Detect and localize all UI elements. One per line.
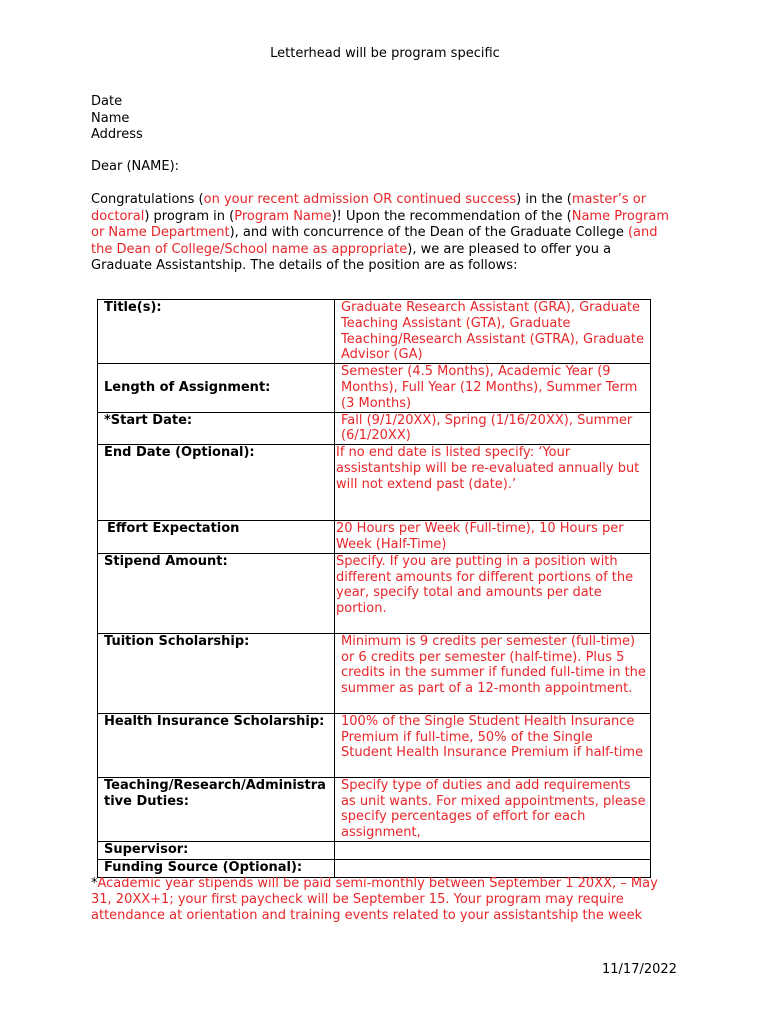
address-block <box>91 94 143 144</box>
intro-text: )! Upon the recommendation of the ( <box>331 208 572 224</box>
table-row <box>98 445 651 521</box>
table-row <box>98 713 651 777</box>
row-label-tuition: Tuition Scholarship: <box>98 633 335 713</box>
footnote <box>91 876 681 924</box>
letterhead-note: Letterhead will be program specific <box>270 46 500 61</box>
footer-date: 11/17/2022 <box>602 962 677 977</box>
address-line-date: Date <box>91 94 123 109</box>
row-label-supervisor: Supervisor: <box>98 841 335 859</box>
salutation: Dear (NAME): <box>91 159 180 174</box>
intro-text: ) program in ( <box>144 208 235 224</box>
row-label-end-date: End Date (Optional): <box>98 445 335 521</box>
intro-paragraph <box>91 192 671 275</box>
table-row <box>98 300 651 364</box>
row-value-stipend: Specify. If you are putting in a position with different amounts for different portions of the year, specify total and amounts per date portion. <box>335 553 651 633</box>
row-value-tuition: Minimum is 9 credits per semester (full-time) or 6 credits per semester (half-time). Plus 5 credits in the summer if funded full-time in the summer as part of a 12-month appointment. <box>335 633 651 713</box>
table-row <box>98 633 651 713</box>
table-row <box>98 841 651 859</box>
row-value-effort: 20 Hours per Week (Full-time), 10 Hours per Week (Half-Time) <box>335 521 651 554</box>
intro-placeholder: master’s or doctoral <box>91 192 647 224</box>
intro-placeholder: Program Name <box>234 208 332 224</box>
row-value-titles: Graduate Research Assistant (GRA), Graduate Teaching Assistant (GTA), Graduate Teaching/Research Assistant (GTRA), Graduate Advisor (GA) <box>335 300 651 364</box>
row-value-health: 100% of the Single Student Health Insurance Premium if full-time, 50% of the Single Student Health Insurance Premium if half-time <box>335 713 651 777</box>
row-label-start-date: *Start Date: <box>98 412 335 445</box>
intro-placeholder: (and the Dean of College/School name as appropriate <box>91 225 658 257</box>
row-label-stipend: Stipend Amount: <box>98 553 335 633</box>
row-label-funding-source: Funding Source (Optional): <box>98 859 335 877</box>
row-label-duties: Teaching/Research/Administrative Duties: <box>98 777 335 841</box>
row-value-end-date: If no end date is listed specify: ‘Your assistantship will be re-evaluated annually but will not extend past (date).’ <box>335 445 651 521</box>
assistantship-details-table <box>97 299 651 878</box>
table-row <box>98 859 651 877</box>
intro-text: ), we are pleased to offer you a Graduate Assistantship. The details of the position are as follows: <box>91 241 612 273</box>
address-line-address: Address <box>91 127 143 142</box>
table-row <box>98 364 651 412</box>
intro-placeholder: on your recent admission OR continued success <box>203 192 517 207</box>
row-value-start-date: Fall (9/1/20XX), Spring (1/16/20XX), Summer (6/1/20XX) <box>335 412 651 445</box>
row-value-duties: Specify type of duties and add requirements as unit wants. For mixed appointments, please specify percentages of effort for each assignment, <box>335 777 651 841</box>
intro-text: ), and with concurrence of the Dean of the Graduate College <box>229 225 628 240</box>
address-line-name: Name <box>91 110 130 126</box>
row-label-titles: Title(s): <box>98 300 335 364</box>
footnote-text: Academic year stipends will be paid semi-monthly between September 1 20XX, – May 31, 20XX+1; your first paycheck will be September 15. Your program may require attendance at orientation and training events related to your assistantship the week <box>91 876 658 923</box>
table-row <box>98 412 651 445</box>
intro-text: Congratulations ( <box>91 192 204 207</box>
row-label-health: Health Insurance Scholarship: <box>98 713 335 777</box>
row-value-supervisor <box>335 841 651 859</box>
footnote-mark: * <box>91 876 98 891</box>
table-row <box>98 521 651 554</box>
intro-placeholder: Name Program or Name Department <box>91 208 670 240</box>
row-label-effort: Effort Expectation <box>98 521 335 554</box>
row-value-funding-source <box>335 859 651 877</box>
table-row <box>98 777 651 841</box>
row-value-length: Semester (4.5 Months), Academic Year (9 Months), Full Year (12 Months), Summer Term (3 Months) <box>335 364 651 412</box>
row-label-length: Length of Assignment: <box>98 364 335 412</box>
intro-text: ) in the ( <box>516 192 572 207</box>
table-row <box>98 553 651 633</box>
